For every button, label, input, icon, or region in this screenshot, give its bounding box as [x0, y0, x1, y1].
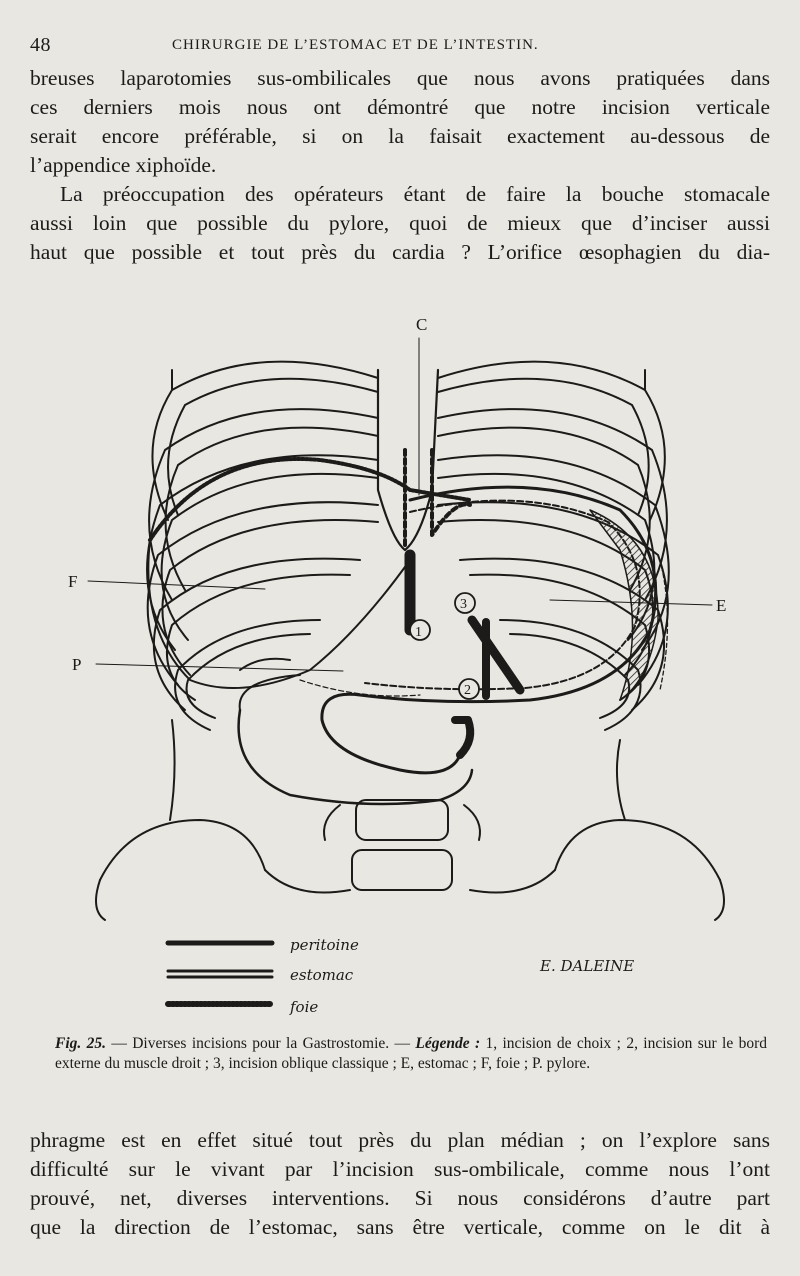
- text-line: difficulté sur le vivant par l’incision sus-ombilicale, comme nous l’ont: [30, 1157, 770, 1181]
- figure-drawing: [60, 300, 760, 1025]
- caption-legend-text: 1, incision de choix ; 2, incision sur le bord externe du muscle droit ; 3, incision oblique classique ; E, estomac ; F, foie ; P. pylore.: [55, 1035, 768, 1072]
- text-line: ces derniers mois nous ont démontré que notre incision verticale: [30, 95, 770, 119]
- label-incision-3: 3: [460, 597, 467, 612]
- artist-signature: E. DALEINE: [540, 957, 635, 975]
- figure-caption: [55, 1034, 767, 1073]
- label-f: F: [68, 572, 78, 591]
- anatomical-figure: [60, 300, 760, 1025]
- label-c: C: [416, 315, 428, 334]
- text-line: phragme est en effet situé tout près du plan médian ; on l’explore sans: [30, 1128, 770, 1152]
- label-incision-2: 2: [464, 683, 471, 698]
- text-line: que la direction de l’estomac, sans être verticale, comme on le dit à: [30, 1215, 770, 1239]
- label-p: P: [72, 655, 82, 674]
- page-header: [30, 34, 770, 58]
- legend-foie: foie: [290, 998, 319, 1016]
- page-number: 48: [30, 34, 51, 56]
- caption-legend-label: Légende :: [415, 1035, 481, 1052]
- paragraph-bottom: [30, 1126, 770, 1242]
- text-line: aussi loin que possible du pylore, quoi de mieux que d’inciser aussi: [30, 211, 770, 235]
- legend-peritoine: peritoine: [290, 936, 359, 954]
- caption-title: — Diverses incisions pour la Gastrostomie. —: [106, 1035, 416, 1052]
- caption-fig-label: Fig. 25.: [55, 1035, 107, 1052]
- text-line: prouvé, net, diverses interventions. Si nous considérons d’autre part: [30, 1186, 770, 1210]
- text-line: l’appendice xiphoïde.: [30, 153, 217, 177]
- text-line: haut que possible et tout près du cardia ? L’orifice œsophagien du dia-: [30, 240, 770, 264]
- label-incision-1: 1: [415, 625, 422, 640]
- label-e: E: [716, 596, 727, 615]
- text-line: La préoccupation des opérateurs étant de faire la bouche stomacale: [60, 182, 770, 206]
- legend-estomac: estomac: [290, 966, 354, 984]
- text-line: serait encore préférable, si on la faisait exactement au-dessous de: [30, 124, 770, 148]
- paragraph-second: [30, 180, 770, 267]
- paragraph-top: [30, 64, 770, 180]
- running-head: CHIRURGIE DE L’ESTOMAC ET DE L’INTESTIN.: [172, 37, 539, 53]
- text-line: breuses laparotomies sus-ombilicales que nous avons pratiquées dans: [30, 66, 770, 90]
